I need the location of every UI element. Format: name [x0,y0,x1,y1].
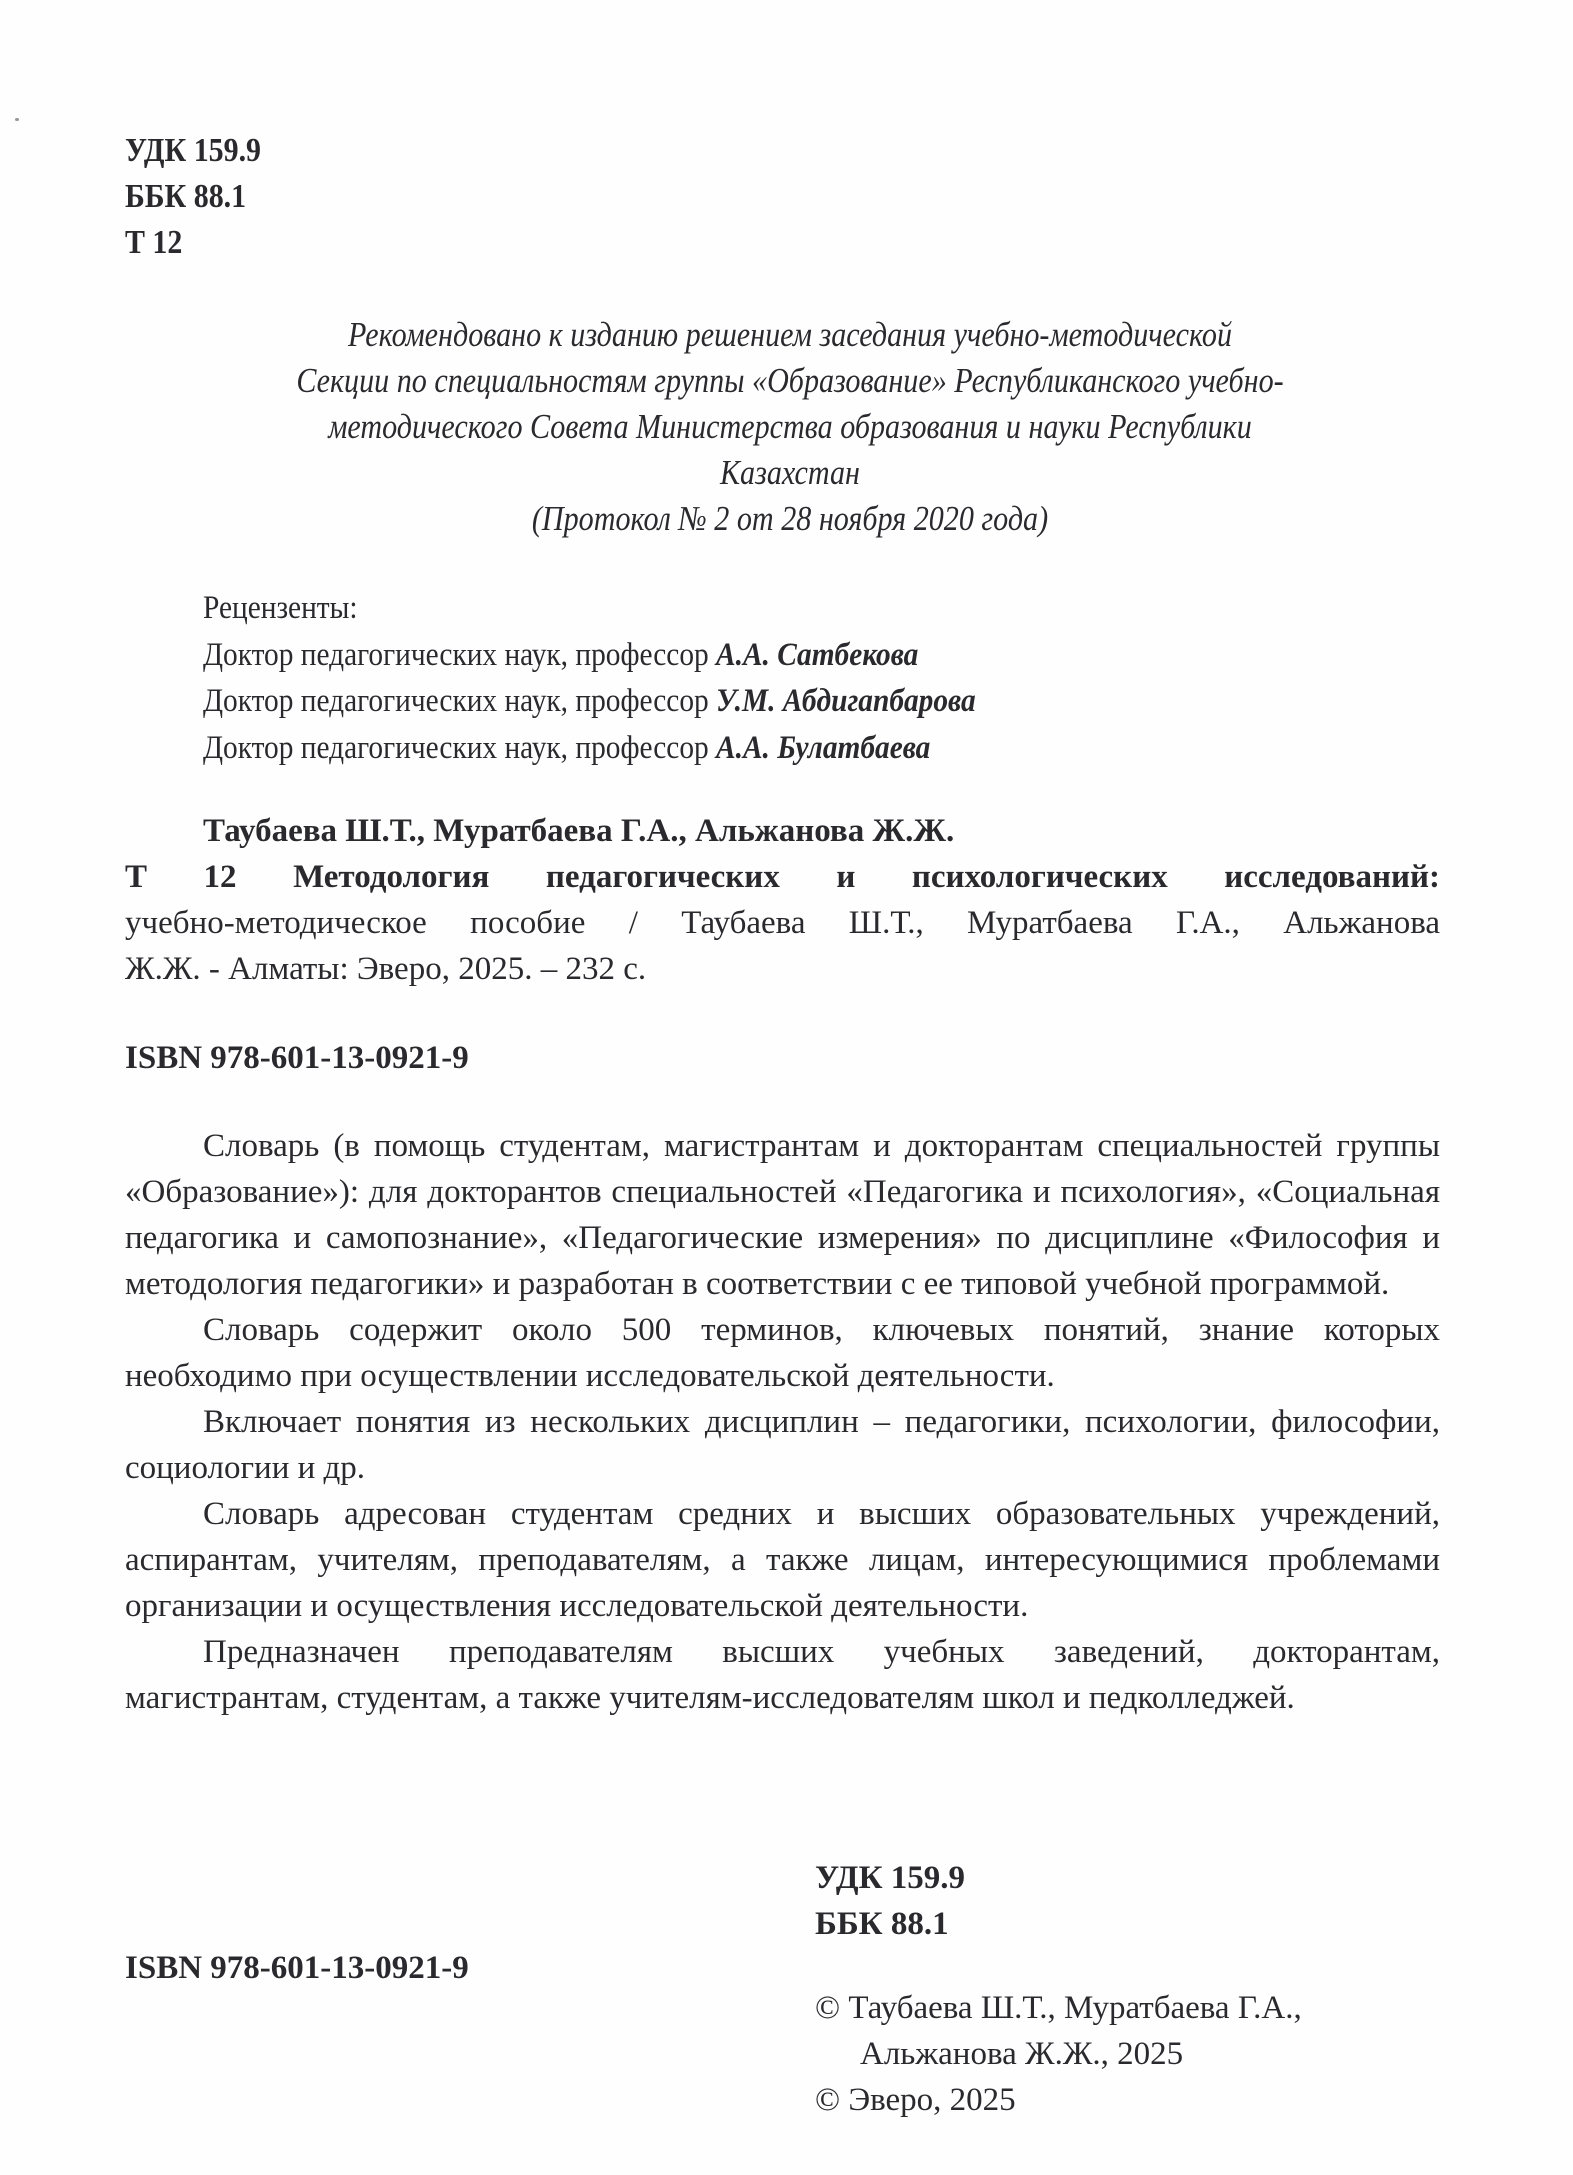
isbn-bottom: ISBN 978-601-13-0921-9 [125,1950,469,1986]
publication-info: Ж.Ж. - Алматы: Эверо, 2025. – 232 с. [125,951,647,987]
copyright-authors: © Таубаева Ш.Т., Муратбаева Г.А., [815,1990,1302,2026]
footer-udk: УДК 159.9 [815,1860,966,1896]
authors: Таубаева Ш.Т., Муратбаева Г.А., Альжанова Ж.Ж. [203,813,955,849]
copyright-publisher: © Эверо, 2025 [815,2082,1016,2118]
bibliographic-record [125,808,1440,992]
book-description: учебно-методическое пособие / Таубаева Ш.Т., Муратбаева Г.А., Альжанова [125,905,1440,941]
reviewer-name: У.М. Абдигапбарова [716,683,976,719]
copyright-block [815,1985,1302,2123]
protocol-line: (Протокол № 2 от 28 ноября 2020 года) [531,499,1049,538]
reviewer-item [203,725,976,772]
footer-bbk: ББК 88.1 [815,1906,949,1942]
annotation-paragraph: Словарь (в помощь студентам, магистрантам и докторантам специальностей группы «Образование»): для докторантов специальностей «Педагогика и психология», «Социальная педагогика и самопознание», «Педагогические измерения» по дисциплине «Философия и методология педагогики» и разработан в соответствии с ее типовой учебной программой. [125,1128,1440,1302]
footer-codes [815,1855,965,1947]
scan-speck [15,118,19,121]
reviewer-item [203,678,976,725]
author-mark: Т 12 [125,224,183,261]
reviewer-name: А.А. Булатбаева [716,729,931,766]
copyright-authors-cont: Альжанова Ж.Ж., 2025 [860,2036,1184,2072]
annotation-paragraph: Включает понятия из нескольких дисциплин – педагогики, психологии, философии, социологии и др. [125,1404,1440,1486]
book-title: Т 12 Методология педагогических и психологических исследований: [125,859,1440,895]
annotation-paragraph: Словарь содержит около 500 терминов, ключевых понятий, знание которых необходимо при осуществлении исследовательской деятельности. [125,1312,1440,1394]
isbn-top: ISBN 978-601-13-0921-9 [125,1040,469,1076]
reviewer-title: Доктор педагогических наук, профессор [203,683,709,719]
reviewer-item [203,632,976,679]
reviewer-title: Доктор педагогических наук, профессор [203,729,709,766]
annotation-paragraph: Словарь адресован студентам средних и высших образовательных учреждений, аспирантам, учителям, преподавателям, а также лицам, интересующимися проблемами организации и осуществления исследовательской деятельности. [125,1496,1440,1624]
reviewer-title: Доктор педагогических наук, профессор [203,636,709,673]
reviewer-name: А.А. Сатбекова [716,636,919,673]
annotation [125,1123,1440,1721]
recommendation-line: Казахстан [720,453,860,492]
reviewers-block [203,585,976,771]
annotation-paragraph: Предназначен преподавателям высших учебных заведений, докторантам, магистрантам, студентам, а также учителям-исследователям школ и педколледжей. [125,1634,1440,1716]
recommendation-line: Секции по специальностям группы «Образование» Республиканского учебно- [296,361,1284,400]
recommendation-block [222,312,1357,542]
recommendation-line: методического Совета Министерства образования и науки Республики [328,407,1252,446]
classification-codes [125,128,261,266]
reviewers-heading: Рецензенты: [203,590,358,626]
udk-code: УДК 159.9 [125,132,262,169]
bbk-code: ББК 88.1 [125,178,247,215]
recommendation-line: Рекомендовано к изданию решением заседания учебно-методической [347,315,1233,354]
